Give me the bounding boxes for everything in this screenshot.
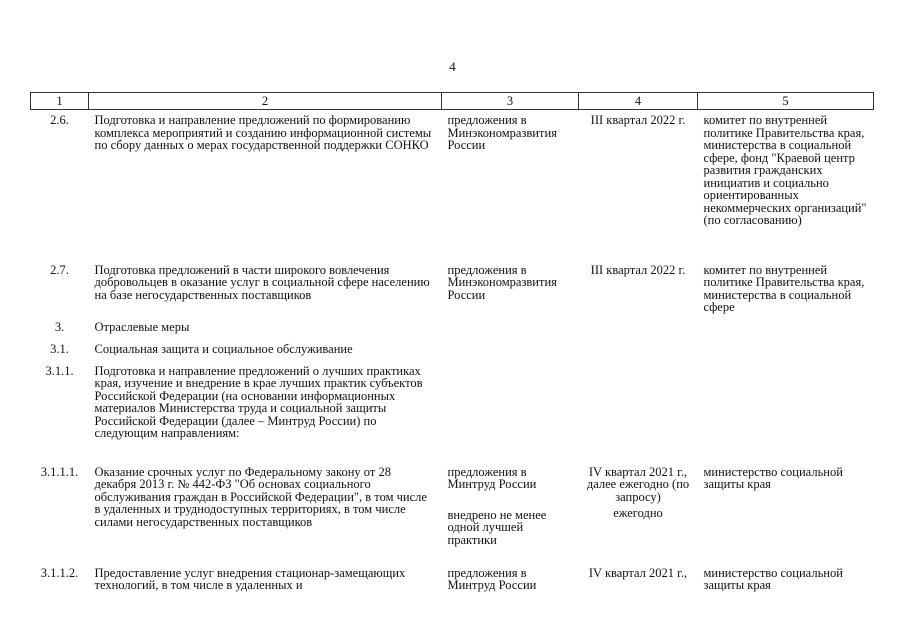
page-number: 4 (449, 59, 456, 74)
table-row (31, 565, 874, 605)
item-number: 3.1.1.1. (40, 464, 79, 479)
plan-table (30, 92, 874, 605)
item-result: предложения в Минэкономразвития России (447, 262, 557, 302)
item-deadline: IV квартал 2021 г., (588, 565, 688, 580)
table-row (31, 262, 874, 316)
item-responsible: комитет по внутренней политике Правительства края, министерства в социальной сфере (703, 262, 865, 314)
item-text: Подготовка предложений в части широкого вовлечения добровольцев в оказание услуг в социальной сфере населению на базе негосударственных поставщиков (94, 262, 430, 302)
item-result: предложения в Минэкономразвития России (447, 113, 557, 152)
item-text: Оказание срочных услуг по Федеральному закону от 28 декабря 2013 г. № 442-ФЗ "Об основах социального обслуживания граждан в Российской Федерации", в том числе в удаленных и труднодоступных территориях, в том числе силами негосударственных поставщиков (94, 464, 427, 529)
item-number: 3.1.1.2. (40, 565, 79, 580)
item-responsible: министерство социальной защиты края (703, 565, 843, 592)
column-header-4: 4 (579, 93, 698, 110)
item-text: Отраслевые меры (94, 319, 190, 334)
item-responsible: министерство социальной защиты края (703, 464, 843, 491)
item-number: 2.7. (50, 262, 69, 277)
column-header-3: 3 (442, 93, 579, 110)
table-row (31, 360, 874, 460)
item-result: предложения в Минтруд России (447, 565, 537, 592)
table-row (31, 460, 874, 565)
item-deadline: III квартал 2022 г. (590, 262, 686, 277)
table-header-row (31, 93, 874, 110)
item-number: 3.1. (50, 341, 69, 356)
item-result: предложения в Минтруд России (447, 464, 537, 491)
column-header-5: 5 (698, 93, 874, 110)
item-deadline: III квартал 2022 г. (590, 113, 686, 127)
item-number: 3.1.1. (45, 363, 74, 378)
item-deadline-secondary: ежегодно (613, 506, 663, 520)
column-header-1: 1 (31, 93, 89, 110)
item-number: 3. (54, 319, 65, 334)
item-text: Подготовка и направление предложений по формированию комплекса мероприятий и созданию информационной системы по сбору данных о мерах государственной поддержки СОНКО (94, 113, 432, 152)
column-header-2: 2 (89, 93, 442, 110)
item-text: Социальная защита и социальное обслуживание (94, 341, 353, 356)
item-result-secondary: внедрено не менее одной лучшей практики (447, 507, 547, 547)
item-number: 2.6. (50, 113, 69, 127)
table-row (31, 110, 874, 262)
table-row (31, 338, 874, 360)
item-responsible: комитет по внутренней политике Правительства края, министерства в социальной сфере, фонд "Краевой центр развития гражданских инициатив и социально ориентированных некоммерческих организаций" (по согласованию) (703, 113, 867, 227)
item-deadline: IV квартал 2021 г., далее ежегодно (по запросу) (586, 464, 690, 504)
table-row (31, 316, 874, 338)
item-text: Предоставление услуг внедрения стационар-замещающих технологий, в том числе в удаленных и (94, 565, 406, 592)
item-text: Подготовка и направление предложений о лучших практиках края, изучение и внедрение в крае лучших практик субъектов Российской Федерации (на основании информационных материалов Министерства труда и социальной защиты Российской Федерации (далее – Минтруд России) по следующим направлениям: (94, 363, 423, 440)
